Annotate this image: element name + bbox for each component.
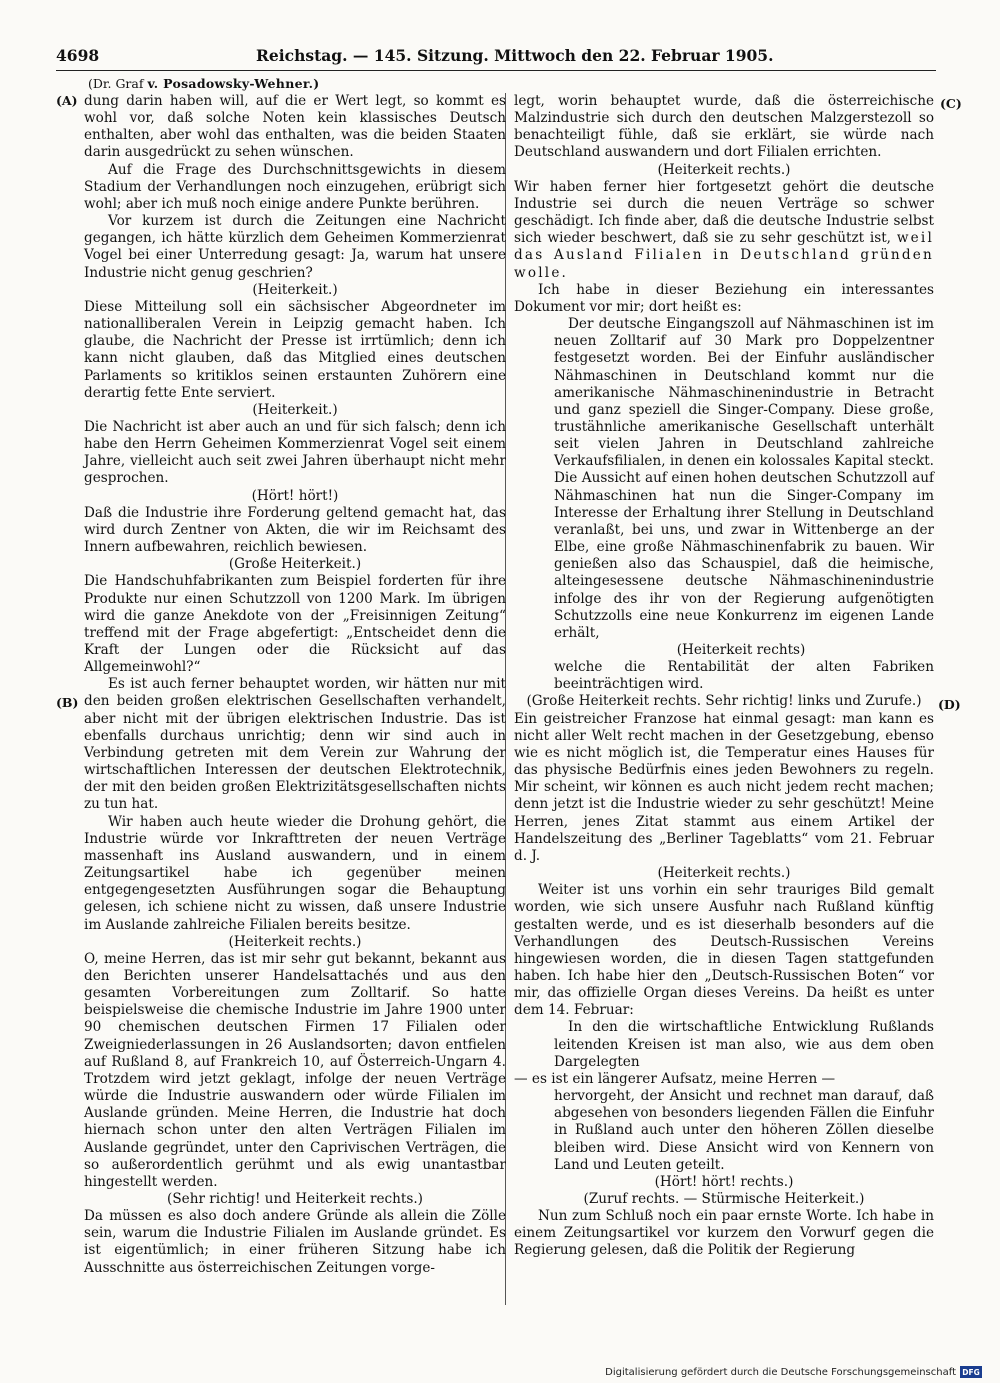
reaction: (Sehr richtig! und Heiterkeit rechts.) <box>167 1191 423 1207</box>
paragraph: Ein geistreicher Franzose hat einmal gesagt: man kann es nicht aller Welt recht machen in der Gesetzgebung, ebenso wie es nicht möglich ist, die Temperatur eines Hauses für das physische Bedürfnis eines jeden Bewohners zu regeln. Mir scheint, wir können es auch nicht jedem recht machen; denn jetzt ist die Industrie wieder zu sehr geschützt! Meine Herren, jenes Zitat stammt aus einem Artikel der Handelszeitung des „Berliner Tageblatts“ vom 21. Februar d. J. <box>514 710 934 864</box>
margin-mark-c: (C) <box>940 96 962 111</box>
reaction: (Heiterkeit rechts.) <box>657 865 791 882</box>
reaction: (Heiterkeit rechts) <box>676 642 806 658</box>
paragraph: dung darin haben will, auf die er Wert legt, so kommt es wohl vor, daß solche Noten kein klassisches Deutsch enthalten, aber wohl das enthalten, was die beiden Staaten darin ausgedrückt zu sehen wünschen. <box>84 93 506 161</box>
digitization-footer <box>605 1366 982 1378</box>
quotation: welche die Rentabilität der alten Fabriken beeinträchtigen wird. <box>554 659 934 693</box>
left-column <box>84 93 506 1277</box>
quotation: hervorgeht, der Ansicht und rechnet man darauf, daß abgesehen von besonders liegenden Fällen die Einfuhr in Rußland auch unter den höheren Zöllen dieselbe bleiben wird. Diese Ansicht wird von Kennern von Land und Leuten geteilt. <box>554 1088 934 1173</box>
paragraph: Ich habe in dieser Beziehung ein interessantes Dokument vor mir; dort heißt es: <box>514 281 934 315</box>
reaction: (Heiterkeit rechts.) <box>228 933 362 950</box>
paragraph: Die Nachricht ist aber auch an und für sich falsch; denn ich habe den Herrn Geheimen Kommerzienrat Vogel seit einem Jahre, vielleicht auch seit zwei Jahren überhaupt nicht mehr gesprochen. <box>84 418 506 487</box>
paragraph: Auf die Frage des Durchschnittsgewichts in diesem Stadium der Verhandlungen noch einzugehen, erübrigt sich wohl; aber ich muß noch einige andere Punkte berühren. <box>84 161 506 212</box>
paragraph: Daß die Industrie ihre Forderung geltend gemacht hat, das wird durch Zentner von Akten, die wir im Reichsamt des Innern aufbewahren, reichlich bewiesen. <box>84 504 506 556</box>
reaction: (Heiterkeit.) <box>252 401 338 418</box>
page-header <box>56 46 936 70</box>
dfg-logo-icon: DFG <box>960 1366 982 1378</box>
margin-mark-b: (B) <box>56 695 79 710</box>
paragraph: legt, worin behauptet wurde, daß die österreichische Malzindustrie sich durch den deutschen Malzgerstezoll so benachteiligt fühle, daß sie erklärt, sie würde nach Deutschland auswandern und dort Filialen errichten. <box>514 93 934 161</box>
paragraph: O, meine Herren, das ist mir sehr gut bekannt, bekannt aus den Berichten unserer Handelsattachés und aus den gesamten Vorbereitungen zum Zolltarif. So hatte beispielsweise die chemische Industrie im Jahre 1900 unter 90 chemischen deutschen Firmen 17 Filialen oder Zweigniederlassungen in 26 Auslandsorten; davon entfielen auf Rußland 8, auf Frankreich 10, auf Österreich-Ungarn 4. Trotzdem wird jetzt geklagt, infolge der neuen Verträge würde die Industrie auswandern oder würde Filialen im Auslande gründen. Meine Herren, die Industrie hat doch hiernach schon unter den alten Verträgen Filialen im Auslande gegründet, unter den Caprivischen Verträgen, die so außerordentlich gerühmt und als ewig unantastbar hingestellt werden. <box>84 950 506 1190</box>
paragraph: Da müssen es also doch andere Gründe als allein die Zölle sein, warum die Industrie Filialen im Auslande gründet. Es ist eigentümlich; in einer früheren Sitzung habe ich Ausschnitte aus österreichischen Zeitungen vorge- <box>84 1208 506 1276</box>
margin-mark-d: (D) <box>938 697 961 712</box>
footer-text: Digitalisierung gefördert durch die Deutsche Forschungsgemeinschaft <box>605 1366 956 1378</box>
paragraph: Wir haben ferner hier fortgesetzt gehört die deutsche Industrie sei durch die neuen Verträge so schwer geschädigt. Ich finde aber, daß die deutsche Industrie selbst sich wieder beschwert, daß sie zu sehr geschützt ist, <box>514 178 934 247</box>
margin-mark-a: (A) <box>56 93 78 108</box>
paragraph: Diese Mitteilung soll ein sächsischer Abgeordneter im nationalliberalen Verein in Leipzig gemacht haben. Ich glaube, die Nachricht der Presse ist irrtümlich; denn ich kann nicht glauben, daß das Mitglied eines deutschen Parlaments so kritiklos seinen erstaunten Zuhörern eine derartig fette Ente serviert. <box>84 298 506 401</box>
paragraph: Wir haben auch heute wieder die Drohung gehört, die Industrie würde vor Inkrafttreten der neuen Verträge massenhaft ins Ausland auswandern, und in einem Zeitungsartikel habe ich gegenüber meinen entgegengesetzten Ausführungen sogar die Behauptung gelesen, ich schiene nicht zu wissen, daß unsere Industrie im Auslande zahlreiche Filialen bereits besitze. <box>84 813 506 933</box>
speaker-name: v. Posadowsky-Wehner.) <box>147 76 320 91</box>
reaction: (Große Heiterkeit.) <box>228 556 362 573</box>
reaction: (Große Heiterkeit rechts. Sehr richtig! links und Zurufe.) <box>526 693 922 710</box>
reaction: (Heiterkeit.) <box>252 281 338 298</box>
speaker-label <box>88 76 319 91</box>
paragraph: Es ist auch ferner behauptet worden, wir hätten nur mit den beiden großen elektrischen Gesellschaften verhandelt, aber nicht mit der übrigen elektrischen Industrie. Das ist ebenfalls durchaus unrichtig; denn wir sind auch in Verbindung getreten mit dem Verein zur Wahrung der wirtschaftlichen Interessen der deutschen Elektrotechnik, der mit den beiden großen Elektrizitätsgesellschaften nichts zu tun hat. <box>84 676 506 813</box>
reaction: (Hört! hört! rechts.) <box>654 1173 794 1190</box>
reaction: (Hört! hört!) <box>251 487 339 504</box>
paragraph: Weiter ist uns vorhin ein sehr trauriges Bild gemalt worden, wie sich unsere Ausfuhr nach Rußland künftig gestalten werde, und es ist dieserhalb besonders auf die Verhandlungen des Deutsch-Russischen Vereins hingewiesen worden, die in diesen Tagen stattgefunden haben. Ich habe hier den „Deutsch-Russischen Boten“ vor mir, das offizielle Organ dieses Vereins. Da heißt es unter dem 14. Februar: <box>514 882 934 1019</box>
running-title: Reichstag. — 145. Sitzung. Mittwoch den 22. Februar 1905. <box>256 46 774 65</box>
paragraph: Vor kurzem ist durch die Zeitungen eine Nachricht gegangen, ich hätte kürzlich dem Geheimen Kommerzienrat Vogel bei einer Unterredung gesagt: Ja, warum hat unsere Industrie nicht genug geschrien? <box>84 213 506 281</box>
emphasized-text: weil das Ausland Filialen in Deutschland gründen wolle. <box>514 230 934 281</box>
page-number: 4698 <box>56 46 100 65</box>
reaction: (Heiterkeit rechts.) <box>657 161 791 178</box>
right-column <box>514 93 934 1260</box>
quotation: In den die wirtschaftliche Entwicklung Rußlands leitenden Kreisen ist man also, wie aus dem oben Dargelegten <box>554 1019 934 1070</box>
header-rule <box>56 70 936 71</box>
paragraph: Nun zum Schluß noch ein paar ernste Worte. Ich habe in einem Zeitungsartikel vor kurzem den Vorwurf gegen die Regierung gelesen, daß die Politik der Regierung <box>514 1208 934 1259</box>
interjection: — es ist ein längerer Aufsatz, meine Herren — <box>514 1070 836 1087</box>
speaker-prefix: (Dr. Graf <box>88 76 144 91</box>
reaction: (Zuruf rechts. — Stürmische Heiterkeit.) <box>583 1191 865 1207</box>
paragraph: Die Handschuhfabrikanten zum Beispiel forderten für ihre Produkte nur einen Schutzzoll von 1200 Mark. Im übrigen wird die ganze Anekdote von der „Freisinnigen Zeitung“ treffend mit der Frage abgefertigt: „Entscheidet denn die Kraft der Lungen oder die Rücksicht auf das Allgemeinwohl?“ <box>84 573 506 676</box>
quotation: Der deutsche Eingangszoll auf Nähmaschinen ist im neuen Zolltarif auf 30 Mark pro Doppelzentner festgesetzt worden. Bei der Einfuhr ausländischer Nähmaschinen in Deutschland kommt nur die amerikanische Nähmaschinenindustrie in Betracht und ganz speziell die Singer-Company. Diese große, trustähnliche amerikanische Gesellschaft unterhält seit vielen Jahren in Deutschland zahlreiche Verkaufsfilialen, in denen ein kolossales Kapital steckt. Die Aussicht auf einen hohen deutschen Schutzzoll auf Nähmaschinen hat nun die Singer-Company im Interesse der Erhaltung ihrer Stellung in Deutschland veranlaßt, bei uns, und zwar in Wittenberge an der Elbe, eine große Nähmaschinenfabrik zu bauen. Wir genießen also das Schauspiel, daß die heimische, alteingesessene deutsche Nähmaschinenindustrie infolge des ihr von der Regierung aufgenötigten Schutzzolls eine neue Konkurrenz im eigenen Lande erhält, <box>554 316 934 641</box>
